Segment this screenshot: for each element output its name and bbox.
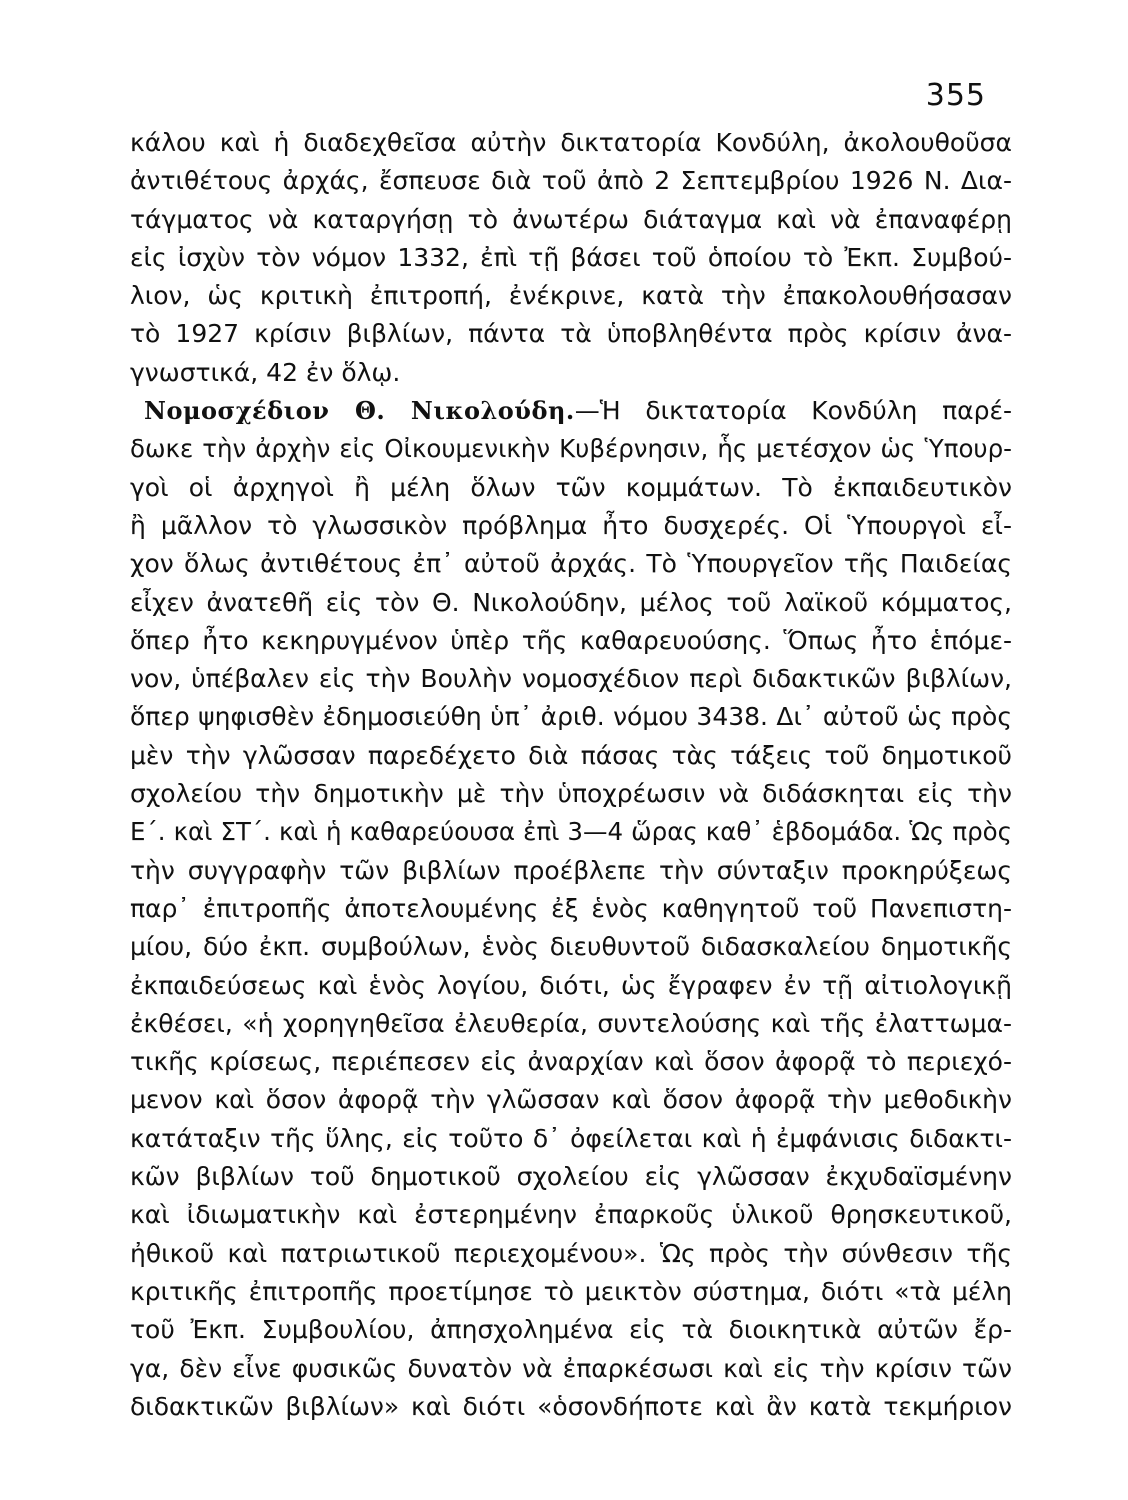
text-line: μενον καὶ ὅσον ἀφορᾷ τὴν γλῶσσαν καὶ ὅσον ἀφορᾷ τὴν μεθοδικὴν [130,1085,1012,1115]
text-line: γα, δὲν εἶνε φυσικῶς δυνατὸν νὰ ἐπαρκέσωσι καὶ εἰς τὴν κρίσιν τῶν [130,1353,1012,1383]
text-line: κριτικῆς ἐπιτροπῆς προετίμησε τὸ μεικτὸν σύστημα, διότι «τὰ μέλη [130,1276,1012,1306]
section-heading: Νομοσχέδιον Θ. Νικολούδη. [144,396,575,426]
text-line: τικῆς κρίσεως, περιέπεσεν εἰς ἀναρχίαν καὶ ὅσον ἀφορᾷ τὸ περιεχό- [130,1047,1012,1077]
text-line: ἢ μᾶλλον τὸ γλωσσικὸν πρόβλημα ἦτο δυσχερές. Οἱ Ὑπουργοὶ εἶ- [130,510,1012,540]
text-line: μίου, δύο ἐκπ. συμβούλων, ἑνὸς διευθυντοῦ διδασκαλείου δημοτικῆς [130,932,1012,962]
text-line: τὴν συγγραφὴν τῶν βιβλίων προέβλεπε τὴν σύνταξιν προκηρύξεως [130,855,1012,885]
text-line: τὸ 1927 κρίσιν βιβλίων, πάντα τὰ ὑποβληθέντα πρὸς κρίσιν ἀνα- [130,319,1012,349]
text-line: ὅπερ ἦτο κεκηρυγμένον ὑπὲρ τῆς καθαρευούσης. Ὅπως ἦτο ἑπόμε- [130,625,1012,655]
text-line: εἶχεν ἀνατεθῆ εἰς τὸν Θ. Νικολούδην, μέλος τοῦ λαϊκοῦ κόμματος, [130,587,1012,617]
text-line: ἐκθέσει, «ἡ χορηγηθεῖσα ἐλευθερία, συντελούσης καὶ τῆς ἐλαττωμα- [130,1008,1012,1038]
text-line: Ε΄. καὶ ΣΤ΄. καὶ ἡ καθαρεύουσα ἐπὶ 3—4 ὥρας καθ᾽ ἑβδομάδα. Ὡς πρὸς [130,817,1012,847]
text-line: διδακτικῶν βιβλίων» καὶ διότι «ὁσονδήποτε καὶ ἂν κατὰ τεκμήριον [130,1391,1012,1421]
text-line: τάγματος νὰ καταργήσῃ τὸ ἀνωτέρω διάταγμα καὶ νὰ ἐπαναφέρῃ [130,204,1012,234]
text-line: γοὶ οἱ ἀρχηγοὶ ἢ μέλη ὅλων τῶν κομμάτων. Τὸ ἐκπαιδευτικὸν [130,472,1012,502]
text-line: κῶν βιβλίων τοῦ δημοτικοῦ σχολείου εἰς γλῶσσαν ἐκχυδαϊσμένην [130,1162,1012,1192]
text-line: λιον, ὡς κριτικὴ ἐπιτροπή, ἐνέκρινε, κατὰ τὴν ἐπακολουθήσασαν [130,281,1012,311]
text-line: παρ᾽ ἐπιτροπῆς ἀποτελουμένης ἐξ ἑνὸς καθηγητοῦ τοῦ Πανεπιστη- [130,893,1012,923]
text-line: τοῦ Ἐκπ. Συμβουλίου, ἀπησχολημένα εἰς τὰ διοικητικὰ αὐτῶν ἔρ- [130,1315,1012,1345]
body-text [130,124,1012,1426]
text-line: γνωστικά, 42 ἐν ὅλῳ. [130,357,401,387]
text-line: χον ὅλως ἀντιθέτους ἐπ᾽ αὐτοῦ ἀρχάς. Τὸ Ὑπουργεῖον τῆς Παιδείας [130,549,1012,579]
page-number: 355 [925,78,986,113]
text-line: καὶ ἰδιωματικὴν καὶ ἐστερημένην ἐπαρκοῦς ὑλικοῦ θρησκευτικοῦ, [130,1200,1012,1230]
text-line: ἠθικοῦ καὶ πατριωτικοῦ περιεχομένου». Ὡς πρὸς τὴν σύνθεσιν τῆς [130,1238,1012,1268]
section-heading-line [130,392,1012,430]
text-line: μὲν τὴν γλῶσσαν παρεδέχετο διὰ πάσας τὰς τάξεις τοῦ δημοτικοῦ [130,740,1012,770]
text-line: κατάταξιν τῆς ὕλης, εἰς τοῦτο δ᾽ ὀφείλεται καὶ ἡ ἐμφάνισις διδακτι- [130,1123,1012,1153]
text-line: ἐκπαιδεύσεως καὶ ἑνὸς λογίου, διότι, ὡς ἔγραφεν ἐν τῇ αἰτιολογικῇ [130,970,1012,1000]
text-line: κάλου καὶ ἡ διαδεχθεῖσα αὐτὴν δικτατορία Κονδύλη, ἀκολουθοῦσα [130,128,1012,157]
text-line: σχολείου τὴν δημοτικὴν μὲ τὴν ὑποχρέωσιν νὰ διδάσκηται εἰς τὴν [130,779,1012,809]
text-line: ὅπερ ψηφισθὲν ἐδημοσιεύθη ὑπ᾽ ἀριθ. νόμου 3438. Δι᾽ αὐτοῦ ὡς πρὸς [130,702,1012,732]
heading-continuation: —Ἡ δικτατορία Κονδύλη παρέ- [574,396,1012,426]
text-line: εἰς ἰσχὺν τὸν νόμον 1332, ἐπὶ τῇ βάσει τοῦ ὁποίου τὸ Ἐκπ. Συμβού- [130,242,1012,272]
text-line: δωκε τὴν ἀρχὴν εἰς Οἰκουμενικὴν Κυβέρνησιν, ἧς μετέσχον ὡς Ὑπουρ- [130,434,1012,464]
text-line: ἀντιθέτους ἀρχάς, ἔσπευσε διὰ τοῦ ἀπὸ 2 Σεπτεμβρίου 1926 Ν. Δια- [130,166,1012,196]
text-line: νον, ὑπέβαλεν εἰς τὴν Βουλὴν νομοσχέδιον περὶ διδακτικῶν βιβλίων, [130,664,1012,694]
